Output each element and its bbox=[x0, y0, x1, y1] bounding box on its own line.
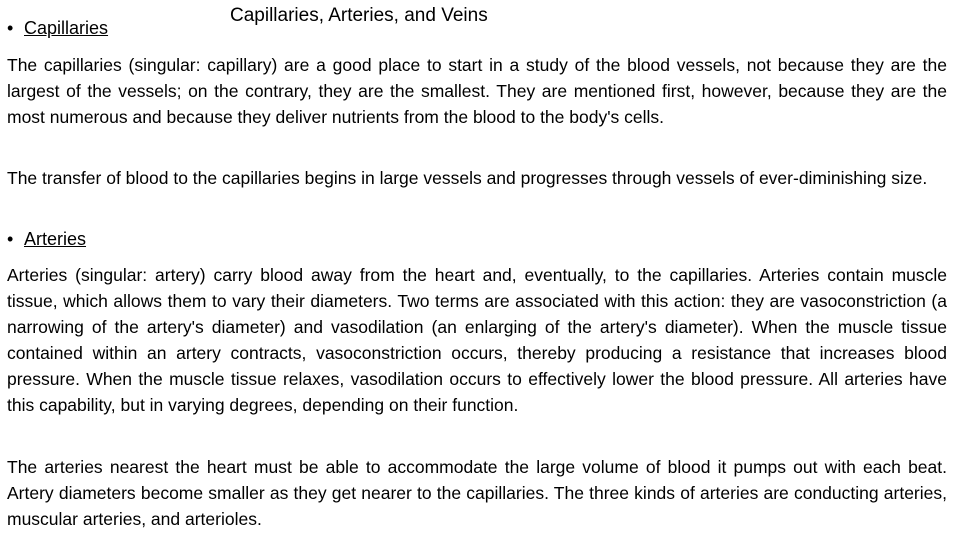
section-heading-capillaries: Capillaries bbox=[24, 18, 109, 38]
paragraph-arteries-intro: Arteries (singular: artery) carry blood away from the heart and, eventually, to the capillaries. Arteries contain muscle tissue, which allows them to vary their diameters. Two terms are associated with this action: they are vasoconstriction (a narrowing of the artery's diameter) and vasodilation (an enlarging of the artery's diameter). When the muscle tissue contained within an artery contracts, vasoconstriction occurs, thereby producing a resistance that increases blood pressure. When the muscle tissue relaxes, vasodilation occurs to effectively lower the blood pressure. All arteries have this capability, but in varying degrees, depending on their function. bbox=[7, 265, 947, 415]
section-heading-arteries: Arteries bbox=[24, 229, 87, 249]
bullet-dot-icon: • bbox=[7, 18, 14, 38]
paragraph-arteries-kinds: The arteries nearest the heart must be able to accommodate the large volume of blood it pumps out with each beat. Artery diameters become smaller as they get nearer to the capillaries. The three kinds of arteries are conducting arteries, muscular arteries, and arterioles. bbox=[7, 457, 947, 529]
bullet-dot-icon: • bbox=[7, 229, 14, 249]
paragraph-capillaries-intro: The capillaries (singular: capillary) are a good place to start in a study of the blood vessels, not because they are the largest of the vessels; on the contrary, they are the smallest. They are mentioned first, however, because they are the most numerous and because they deliver nutrients from the blood to the body's cells. bbox=[7, 55, 947, 127]
bullet-capillaries bbox=[7, 16, 108, 40]
paragraph-capillaries-transfer: The transfer of blood to the capillaries begins in large vessels and progresses through vessels of ever-diminishing size. bbox=[7, 168, 928, 188]
bullet-arteries bbox=[7, 227, 86, 251]
slide-title: Capillaries, Arteries, and Veins bbox=[230, 5, 488, 26]
